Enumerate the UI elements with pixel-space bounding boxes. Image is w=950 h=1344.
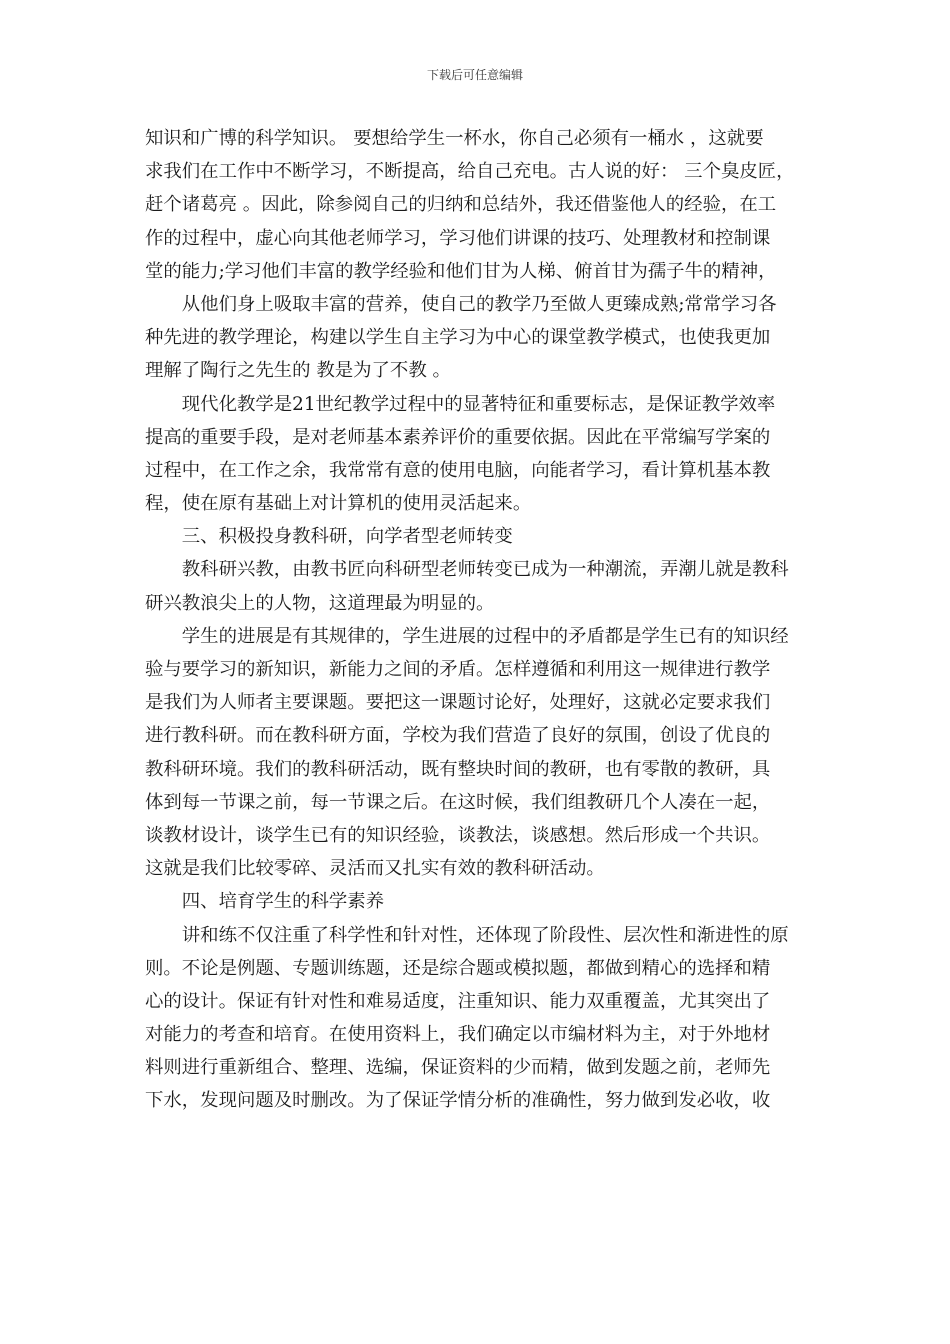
text-line: 过程中，在工作之余，我常常有意的使用电脑，向能者学习，看计算机基本教: [145, 459, 771, 481]
text-line: 从他们身上吸取丰富的营养，使自己的教学乃至做人更臻成熟;常常学习各: [145, 293, 777, 315]
page-header: 下载后可任意编辑: [426, 68, 523, 82]
text-line: 对能力的考查和培育。在使用资料上，我们确定以市编材料为主，对于外地材: [145, 1024, 771, 1046]
text-line: 三、积极投身教科研，向学者型老师转变: [145, 526, 513, 548]
text-line: 赶个诸葛亮 。因此，除参阅自己的归纳和总结外，我还借鉴他人的经验，在工: [145, 194, 777, 216]
text-line: 知识和广博的科学知识。 要想给学生一杯水，你自己必须有一桶水 ，这就要: [145, 128, 764, 149]
text-line: 学生的进展是有其规律的，学生进展的过程中的矛盾都是学生已有的知识经: [145, 625, 789, 647]
text-line: 种先进的教学理论，构建以学生自主学习为中心的课堂教学模式，也使我更加: [145, 327, 771, 349]
text-line: 体到每一节课之前，每一节课之后。在这时候，我们组教研几个人凑在一起，: [145, 791, 771, 813]
text-line: 求我们在工作中不断学习，不断提高，给自己充电。古人说的好： 三个臭皮匠，: [145, 161, 795, 183]
text-line: 教科研环境。我们的教科研活动，既有整块时间的教研，也有零散的教研，具: [145, 758, 771, 780]
text-line: 下水，发现问题及时删改。为了保证学情分析的准确性，努力做到发必收，收: [145, 1090, 771, 1112]
text-line: 教科研兴教，由教书匠向科研型老师转变已成为一种潮流，弄潮儿就是教科: [145, 559, 789, 581]
text-line: 进行教科研。而在教科研方面，学校为我们营造了良好的氛围，创设了优良的: [145, 725, 771, 747]
text-line: 料则进行重新组合、整理、选编，保证资料的少而精，做到发题之前，老师先: [145, 1057, 771, 1079]
text-line: 四、培育学生的科学素养: [145, 891, 385, 913]
document-body: [145, 122, 813, 1118]
text-line: 作的过程中，虚心向其他老师学习，学习他们讲课的技巧、处理教材和控制课: [145, 227, 771, 249]
text-line: 是我们为人师者主要课题。要把这一课题讨论好，处理好，这就必定要求我们: [145, 692, 771, 714]
text-line: 心的设计。保证有针对性和难易适度，注重知识、能力双重覆盖，尤其突出了: [145, 990, 771, 1012]
text-line: 验与要学习的新知识，新能力之间的矛盾。怎样遵循和利用这一规律进行教学: [145, 659, 771, 680]
text-line: 堂的能力;学习他们丰富的教学经验和他们甘为人梯、俯首甘为孺子牛的精神，: [145, 260, 777, 282]
text-line: 研兴教浪尖上的人物，这道理最为明显的。: [145, 592, 495, 614]
text-line: 这就是我们比较零碎、灵活而又扎实有效的教科研活动。: [145, 858, 605, 880]
text-line: 讲和练不仅注重了科学性和针对性，还体现了阶段性、层次性和渐进性的原: [145, 924, 789, 946]
text-line: 谈教材设计，谈学生已有的知识经验，谈教法，谈感想。然后形成一个共识。: [145, 824, 771, 846]
text-line: 现代化教学是21世纪教学过程中的显著特征和重要标志，是保证教学效率: [145, 393, 776, 415]
text-line: 程，使在原有基础上对计算机的使用灵活起来。: [145, 493, 532, 515]
text-line: 理解了陶行之先生的 教是为了不教 。: [145, 360, 451, 382]
text-line: 提高的重要手段，是对老师基本素养评价的重要依据。因此在平常编写学案的: [145, 426, 771, 448]
text-line: 则。不论是例题、专题训练题，还是综合题或模拟题，都做到精心的选择和精: [145, 957, 771, 979]
